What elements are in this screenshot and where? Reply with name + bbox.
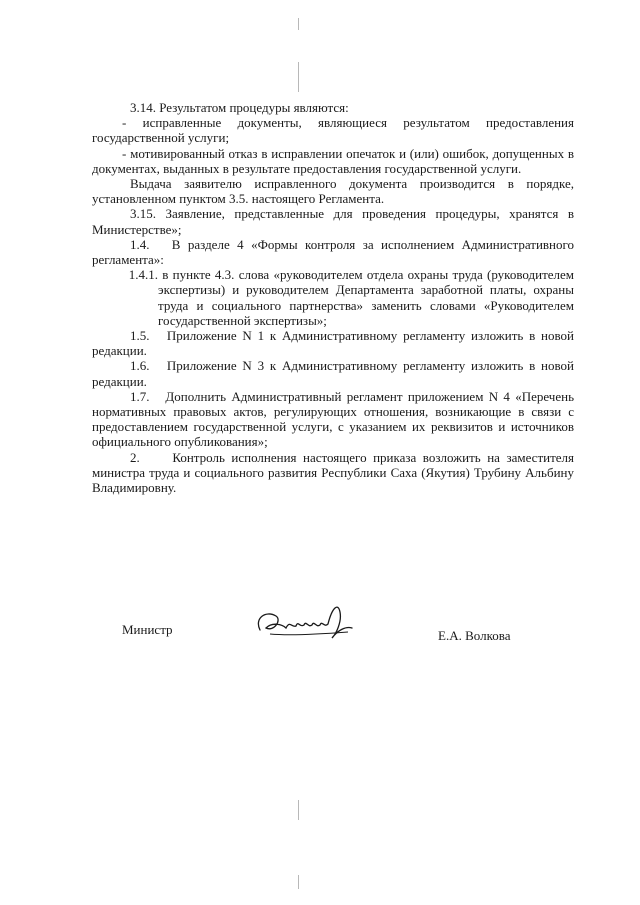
signatory-name: Е.А. Волкова (438, 628, 511, 643)
scan-artifact-line (298, 62, 299, 92)
item-1-4-1 (92, 267, 574, 328)
item-number: 1.4.1. (128, 267, 158, 283)
paragraph-issuance: Выдача заявителю исправленного документа производится в порядке, установленном пунктом 3.5. настоящего Регламента. (92, 176, 574, 207)
item-text: Приложение N 3 к Административному регламенту изложить в новой редакции. (92, 358, 574, 389)
scan-artifact-line (298, 800, 299, 820)
item-text: Приложение N 1 к Административному регламенту изложить в новой редакции. (92, 328, 574, 359)
item-text: Дополнить Административный регламент приложением N 4 «Перечень нормативных правовых актов, регулирующих отношения, возникающие в связи с предоставлением государственной услуги, с указанием их реквизитов и источников официального опубликования»; (92, 388, 574, 450)
item-1-5 (92, 328, 574, 358)
item-2 (92, 450, 574, 496)
paragraph-3-15: 3.15. Заявление, представленные для проведения процедуры, хранятся в Министерстве»; (92, 206, 574, 237)
item-number: 1.6. (130, 358, 150, 374)
item-text: в пункте 4.3. слова «руководителем отдела охраны труда (руководителем экспертизы) и руководителем Департамента заработной платы, охраны труда и социального партнерства» заменить словами «Руководителем государственной экспертизы»; (158, 267, 575, 328)
signatory-title: Министр (122, 622, 173, 637)
scan-artifact-line (298, 875, 299, 889)
item-number: 1.5. (130, 328, 150, 344)
paragraph-corrected-docs: - исправленные документы, являющиеся результатом предоставления государственной услуги; (92, 115, 574, 146)
item-number: 2. (130, 449, 140, 465)
document-body (92, 100, 574, 495)
paragraph-3-14: 3.14. Результатом процедуры являются: (130, 100, 349, 115)
item-text: В разделе 4 «Формы контроля за исполнением Административного регламента»: (92, 236, 574, 268)
item-1-4 (92, 237, 574, 267)
item-text: Контроль исполнения настоящего приказа возложить на заместителя министра труда и социального развития Республики Саха (Якутия) Трубину Альбину Владимировну. (92, 449, 575, 496)
scan-artifact-line (298, 18, 299, 30)
paragraph-refusal: - мотивированный отказ в исправлении опечаток и (или) ошибок, допущенных в документах, выданных в результате предоставления государственной услуги. (92, 145, 574, 176)
item-number: 1.4. (130, 236, 150, 252)
signature-block (0, 620, 640, 660)
item-1-7 (92, 389, 574, 450)
handwritten-signature (252, 598, 362, 648)
item-number: 1.7. (130, 388, 150, 404)
item-1-6 (92, 358, 574, 388)
